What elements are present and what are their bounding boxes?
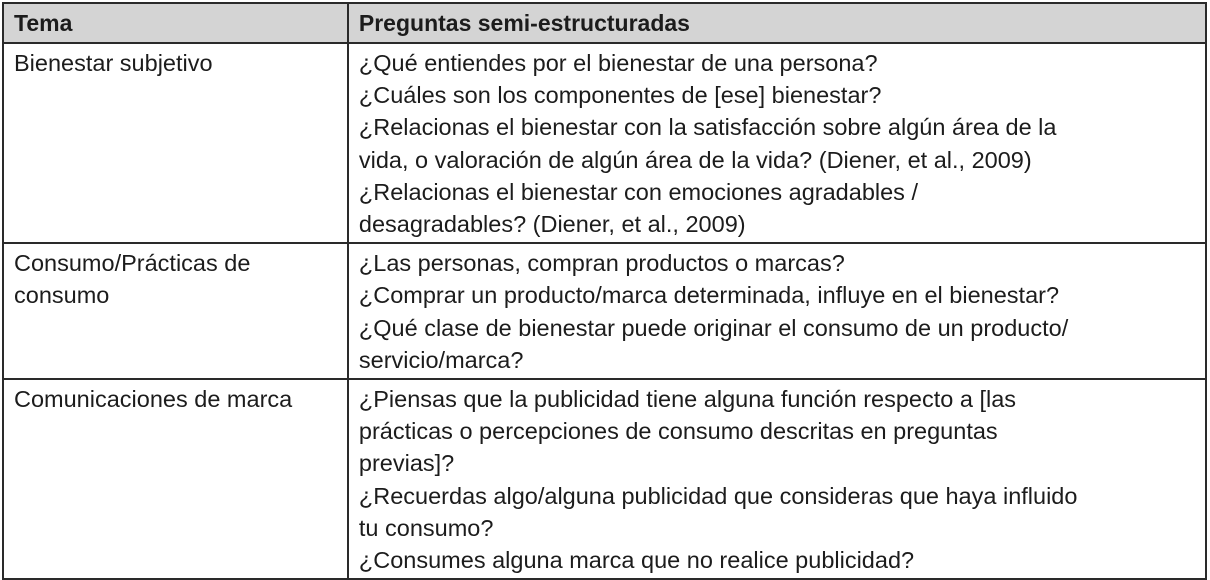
header-preguntas: Preguntas semi-estructuradas [348, 3, 1206, 43]
tema-label: Comunicaciones de marca [14, 386, 293, 413]
question-line: ¿Qué entiendes por el bienestar de una persona? [358, 50, 878, 76]
tema-label: Consumo/Prácticas de [14, 250, 251, 277]
question-line: tu consumo? [358, 514, 494, 541]
question-line: prácticas o percepciones de consumo descritas en preguntas [358, 418, 998, 445]
question-line: ¿Consumes alguna marca que no realice publicidad? [358, 547, 915, 574]
questions-cell [348, 379, 1206, 579]
question-line: desagradables? (Diener, et al., 2009) [358, 211, 746, 238]
header-row [3, 3, 1206, 43]
interview-questions-table [2, 2, 1207, 580]
question-line: ¿Relacionas el bienestar con la satisfacción sobre algún área de la [358, 114, 1057, 141]
question-line: ¿Cuáles son los componentes de [ese] bienestar? [358, 82, 882, 109]
table-row-comunicaciones [3, 379, 1206, 579]
question-line: ¿Relacionas el bienestar con emociones agradables / [358, 178, 918, 205]
questions-cell [348, 43, 1206, 243]
table-row-bienestar [3, 43, 1206, 243]
tema-cell [3, 43, 348, 243]
question-line: ¿Recuerdas algo/alguna publicidad que consideras que haya influido [358, 482, 1078, 509]
question-line: ¿Qué clase de bienestar puede originar el consumo de un producto/ [358, 314, 1069, 341]
question-line: servicio/marca? [358, 346, 524, 373]
question-line: ¿Piensas que la publicidad tiene alguna función respecto a [las [358, 386, 1017, 413]
question-line: ¿Comprar un producto/marca determinada, influye en el bienestar? [358, 282, 1060, 309]
header-tema: Tema [3, 3, 348, 43]
tema-label: Bienestar subjetivo [14, 50, 213, 76]
table-row-consumo [3, 243, 1206, 379]
question-line: vida, o valoración de algún área de la vida? (Diener, et al., 2009) [358, 146, 1032, 173]
tema-cell [3, 379, 348, 579]
question-line: previas]? [358, 450, 455, 477]
questions-cell [348, 243, 1206, 379]
tema-label: consumo [14, 282, 110, 309]
tema-cell [3, 243, 348, 379]
question-line: ¿Las personas, compran productos o marcas? [358, 250, 845, 277]
